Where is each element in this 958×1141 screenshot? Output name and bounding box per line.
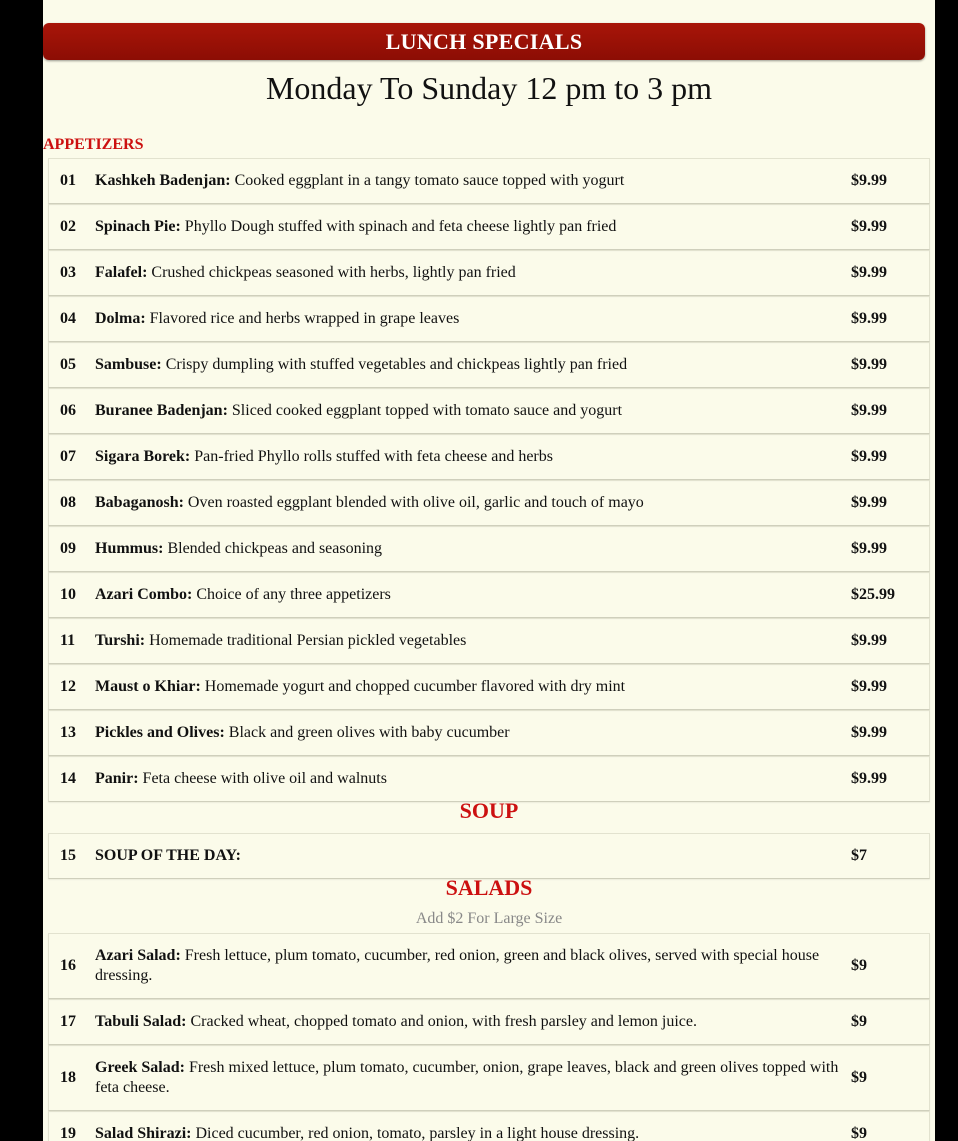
item-description <box>95 539 851 559</box>
item-price: $9 <box>851 957 867 974</box>
item-price: $9.99 <box>851 724 887 741</box>
item-detail: Blended chickpeas and seasoning <box>163 540 383 557</box>
item-price: $9.99 <box>851 264 887 281</box>
item-price: $9 <box>851 1069 867 1086</box>
lunch-specials-banner: LUNCH SPECIALS <box>43 23 925 60</box>
item-name: Panir: <box>95 770 139 787</box>
menu-item-row <box>48 342 930 388</box>
item-number: 13 <box>60 724 76 741</box>
item-number: 16 <box>60 957 76 974</box>
menu-item-row <box>48 999 930 1045</box>
item-name: Azari Combo: <box>95 586 193 603</box>
item-detail: Phyllo Dough stuffed with spinach and feta cheese lightly pan fried <box>180 218 617 235</box>
item-detail: Homemade traditional Persian pickled vegetables <box>145 632 467 649</box>
item-description <box>95 1012 851 1032</box>
item-name: Pickles and Olives: <box>95 724 225 741</box>
item-number: 02 <box>60 218 76 235</box>
item-description <box>95 493 851 513</box>
item-number: 17 <box>60 1013 76 1030</box>
item-detail: Crispy dumpling with stuffed vegetables and chickpeas lightly pan fried <box>161 356 628 373</box>
item-detail: Feta cheese with olive oil and walnuts <box>138 770 387 787</box>
item-number: 12 <box>60 678 76 695</box>
menu-item-row <box>48 710 930 756</box>
item-description <box>95 769 851 789</box>
item-detail: Diced cucumber, red onion, tomato, parsley in a light house dressing. <box>191 1125 640 1141</box>
menu-item-row <box>48 933 930 999</box>
item-description <box>95 355 851 375</box>
menu-item-row <box>48 756 930 802</box>
item-name: SOUP OF THE DAY: <box>95 847 241 864</box>
menu-item-row <box>48 526 930 572</box>
item-number: 07 <box>60 448 76 465</box>
item-name: Dolma: <box>95 310 146 327</box>
item-price: $9.99 <box>851 770 887 787</box>
item-description <box>95 1124 851 1141</box>
item-detail: Sliced cooked eggplant topped with tomato sauce and yogurt <box>227 402 623 419</box>
item-number: 19 <box>60 1125 76 1141</box>
item-name: Spinach Pie: <box>95 218 181 235</box>
menu-item-row <box>48 434 930 480</box>
item-detail: Flavored rice and herbs wrapped in grape leaves <box>145 310 460 327</box>
item-price: $9 <box>851 1125 867 1141</box>
item-price: $9.99 <box>851 402 887 419</box>
item-detail: Pan-fried Phyllo rolls stuffed with feta cheese and herbs <box>190 448 553 465</box>
item-price: $9.99 <box>851 448 887 465</box>
item-number: 05 <box>60 356 76 373</box>
menu-item-row <box>48 250 930 296</box>
item-detail: Oven roasted eggplant blended with olive oil, garlic and touch of mayo <box>183 494 644 511</box>
item-price: $9 <box>851 1013 867 1030</box>
item-name: Maust o Khiar: <box>95 678 201 695</box>
item-description <box>95 585 851 605</box>
item-name: Greek Salad: <box>95 1059 185 1076</box>
item-detail: Crushed chickpeas seasoned with herbs, lightly pan fried <box>147 264 516 281</box>
soup-list <box>48 833 930 879</box>
item-description <box>95 401 851 421</box>
item-number: 18 <box>60 1069 76 1086</box>
menu-item-row <box>48 572 930 618</box>
item-price: $9.99 <box>851 678 887 695</box>
item-description <box>95 946 851 986</box>
item-number: 10 <box>60 586 76 603</box>
item-description <box>95 171 851 191</box>
item-number: 14 <box>60 770 76 787</box>
item-description <box>95 846 851 866</box>
item-description <box>95 447 851 467</box>
menu-item-row <box>48 388 930 434</box>
item-price: $9.99 <box>851 632 887 649</box>
item-price: $9.99 <box>851 218 887 235</box>
item-name: Kashkeh Badenjan: <box>95 172 231 189</box>
item-detail: Cooked eggplant in a tangy tomato sauce topped with yogurt <box>230 172 625 189</box>
item-name: Azari Salad: <box>95 947 181 964</box>
item-number: 03 <box>60 264 76 281</box>
item-description <box>95 677 851 697</box>
menu-page <box>43 0 935 1141</box>
item-number: 04 <box>60 310 76 327</box>
item-name: Sambuse: <box>95 356 162 373</box>
item-price: $7 <box>851 847 867 864</box>
item-number: 01 <box>60 172 76 189</box>
item-description <box>95 217 851 237</box>
item-detail: Black and green olives with baby cucumber <box>224 724 510 741</box>
menu-item-row <box>48 1111 930 1141</box>
menu-item-row <box>48 204 930 250</box>
item-number: 15 <box>60 847 76 864</box>
item-name: Falafel: <box>95 264 148 281</box>
item-price: $9.99 <box>851 310 887 327</box>
item-number: 06 <box>60 402 76 419</box>
soup-title: SOUP <box>459 798 519 823</box>
item-name: Hummus: <box>95 540 164 557</box>
item-detail: Cracked wheat, chopped tomato and onion, with fresh parsley and lemon juice. <box>186 1013 697 1030</box>
menu-item-row <box>48 158 930 204</box>
item-description <box>95 723 851 743</box>
item-description <box>95 631 851 651</box>
item-name: Sigara Borek: <box>95 448 191 465</box>
item-name: Babaganosh: <box>95 494 184 511</box>
item-price: $9.99 <box>851 494 887 511</box>
appetizers-label: APPETIZERS <box>43 136 144 153</box>
salad-list <box>48 933 930 1141</box>
appetizer-list <box>48 158 930 802</box>
menu-item-row <box>48 480 930 526</box>
item-description <box>95 1058 851 1098</box>
item-description <box>95 309 851 329</box>
item-price: $9.99 <box>851 172 887 189</box>
item-price: $9.99 <box>851 540 887 557</box>
salads-title: SALADS <box>445 875 533 900</box>
menu-item-row <box>48 1045 930 1111</box>
menu-item-row <box>48 833 930 879</box>
item-number: 11 <box>60 632 76 649</box>
item-name: Buranee Badenjan: <box>95 402 228 419</box>
hours-heading: Monday To Sunday 12 pm to 3 pm <box>265 70 713 106</box>
item-description <box>95 263 851 283</box>
item-name: Turshi: <box>95 632 146 649</box>
item-number: 09 <box>60 540 76 557</box>
item-detail: Homemade yogurt and chopped cucumber flavored with dry mint <box>200 678 626 695</box>
item-price: $25.99 <box>851 586 895 603</box>
item-detail: Fresh lettuce, plum tomato, cucumber, red onion, green and black olives, served with special house dressing. <box>95 947 820 984</box>
item-number: 08 <box>60 494 76 511</box>
menu-item-row <box>48 664 930 710</box>
item-name: Tabuli Salad: <box>95 1013 187 1030</box>
menu-item-row <box>48 618 930 664</box>
item-name: Salad Shirazi: <box>95 1125 192 1141</box>
item-detail: Fresh mixed lettuce, plum tomato, cucumber, onion, grape leaves, black and green olives topped with feta cheese. <box>95 1059 839 1096</box>
menu-item-row <box>48 296 930 342</box>
item-price: $9.99 <box>851 356 887 373</box>
item-detail: Choice of any three appetizers <box>192 586 391 603</box>
salads-subtitle: Add $2 For Large Size <box>415 910 563 927</box>
